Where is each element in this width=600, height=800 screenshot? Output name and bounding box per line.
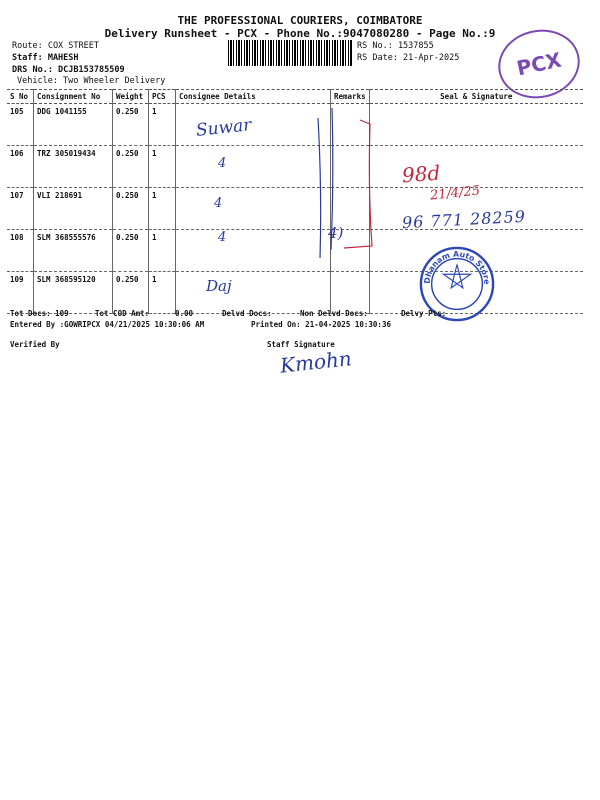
cell-pcs: 1 (149, 188, 176, 230)
handwritten-signature-row5: Daj (206, 277, 232, 295)
handwritten-ditto-row2: 4 (218, 156, 227, 171)
col-consignment: Consignment No (34, 90, 113, 104)
verified-by: Verified By (10, 340, 60, 349)
red-bracket (344, 120, 372, 248)
ink-line-remarks (331, 108, 333, 250)
handwritten-remark: 4) (328, 224, 344, 242)
drs-number: DRS No.: DCJB153785509 (12, 65, 125, 75)
staff-signature: Kmohn (278, 346, 353, 378)
col-consignee: Consignee Details (176, 90, 331, 104)
delvy-pts: Delvy Pts: (401, 309, 447, 318)
cell-sno: 106 (7, 146, 34, 188)
rs-date: RS Date: 21-Apr-2025 (357, 53, 460, 63)
cell-sno: 105 (7, 104, 34, 146)
handwritten-phone: 96 771 28259 (401, 206, 527, 233)
entered-by: Entered By :GOWRIPCX 04/21/2025 10:30:06 AM (10, 320, 205, 329)
non-delvd-docs: Non Delvd Docs: (300, 309, 368, 318)
handwritten-ditto-row3: 4 (214, 196, 223, 211)
cell-sno: 108 (7, 230, 34, 272)
company-title: THE PROFESSIONAL COURIERS, COIMBATORE (177, 14, 423, 27)
staff-label: Staff: MAHESH (12, 53, 79, 63)
cell-consignment: SLM 368555576 (34, 230, 113, 272)
cell-sno: 107 (7, 188, 34, 230)
vehicle-label: Vehicle: Two Wheeler Delivery (17, 76, 166, 86)
handwritten-signature-row1: Suwar (195, 115, 253, 141)
cell-pcs: 1 (149, 230, 176, 272)
cell-consignment: DDG 1041155 (34, 104, 113, 146)
svg-text:Dhanam Auto Store (423, 250, 492, 285)
staff-signature-label: Staff Signature (267, 340, 335, 349)
ink-line-consignee (318, 118, 321, 258)
printed-on: Printed On: 21-04-2025 10:30:36 (251, 320, 391, 329)
cell-sno: 109 (7, 272, 34, 314)
handwritten-ditto-row4: 4 (218, 230, 227, 245)
col-seal: Seal & Signature (369, 90, 583, 104)
cell-weight: 0.250 (113, 230, 149, 272)
delvd-docs: Delvd Docs: (222, 309, 272, 318)
cell-weight: 0.250 (113, 146, 149, 188)
cell-pcs: 1 (149, 146, 176, 188)
col-weight: Weight (113, 90, 149, 104)
pcx-stamp: PCX (492, 22, 586, 106)
col-pcs: PCS (149, 90, 176, 104)
cell-weight: 0.250 (113, 188, 149, 230)
cell-consignment: TRZ 305019434 (34, 146, 113, 188)
cell-consignment: VLI 218691 (34, 188, 113, 230)
col-remarks: Remarks (331, 90, 370, 104)
rs-number: RS No.: 1537855 (357, 41, 434, 51)
tot-docs: Tot Docs: 109 (10, 309, 69, 318)
red-handwritten-note: 98d (401, 160, 442, 188)
cell-pcs: 1 (149, 104, 176, 146)
cell-weight: 0.250 (113, 104, 149, 146)
seal-text: Dhanam Auto Store (422, 249, 492, 285)
runsheet-subtitle: Delivery Runsheet - PCX - Phone No.:9047080280 - Page No.:9 (104, 27, 496, 40)
cell-consignment: SLM 368595120 (34, 272, 113, 314)
tot-cod-value: 0.00 (175, 309, 194, 318)
route-label: Route: COX STREET (12, 41, 99, 51)
col-sno: S No (7, 90, 34, 104)
red-handwritten-date: 21/4/25 (429, 183, 481, 204)
tot-cod-label: Tot COD Amt: (95, 309, 150, 318)
cell-pcs: 1 (149, 272, 176, 314)
cell-weight: 0.250 (113, 272, 149, 314)
